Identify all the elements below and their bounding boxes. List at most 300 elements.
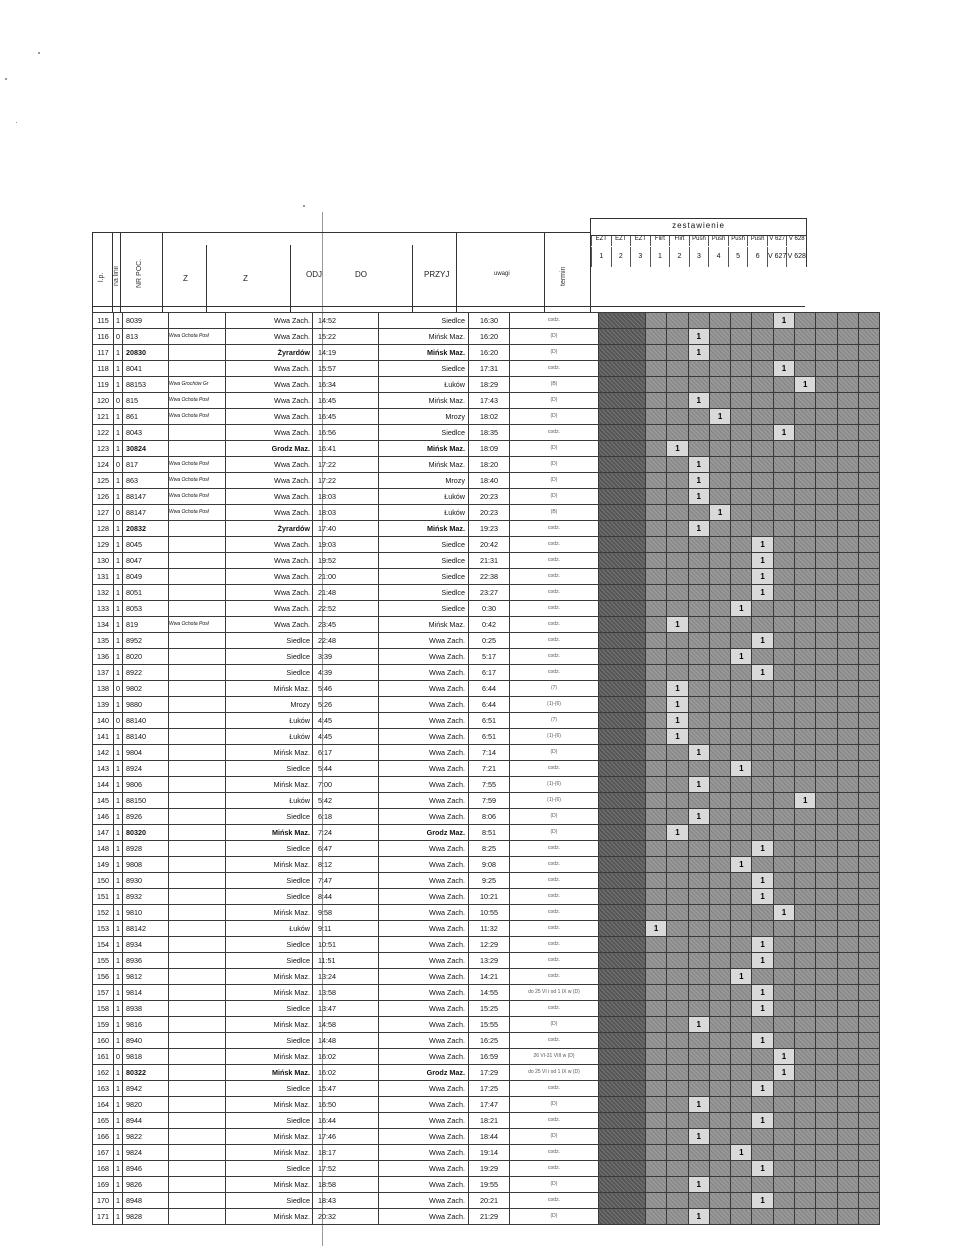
row-z-note	[169, 1081, 226, 1097]
unit-cell	[858, 985, 879, 1001]
row-arrival: 6:44	[469, 697, 510, 713]
row-from-station: Siedlce	[226, 1033, 313, 1049]
row-z-note: Wwa Ochota Posł	[169, 505, 226, 521]
row-na-linii: 1	[114, 745, 123, 761]
type-label: EZT	[630, 236, 650, 246]
unit-cell	[667, 777, 688, 793]
row-train-number: 88147	[123, 489, 169, 505]
row-remarks: codz.	[510, 905, 599, 921]
col-do-header: DO	[355, 270, 367, 279]
row-lp: 157	[93, 985, 114, 1001]
assigned-unit-cell: 1	[795, 377, 816, 393]
unit-cell	[858, 345, 879, 361]
row-lp: 160	[93, 1033, 114, 1049]
timetable	[92, 312, 880, 1225]
unit-cell	[646, 761, 667, 777]
row-na-linii: 1	[114, 377, 123, 393]
unit-cell	[731, 745, 752, 761]
unit-cell	[709, 937, 730, 953]
row-lp: 162	[93, 1065, 114, 1081]
assigned-unit-cell: 1	[752, 1001, 773, 1017]
table-row	[93, 313, 880, 329]
row-na-linii: 1	[114, 969, 123, 985]
type-label: Push	[708, 236, 728, 246]
row-arrival: 20:42	[469, 537, 510, 553]
unit-cell	[752, 1097, 773, 1113]
row-remarks: (D)	[510, 393, 599, 409]
row-term-cell	[599, 697, 646, 713]
col-uwagi-header: uwagi	[494, 271, 510, 277]
unit-cell	[752, 441, 773, 457]
unit-cell	[816, 777, 837, 793]
unit-cell	[731, 425, 752, 441]
row-departure: 16:02	[313, 1049, 379, 1065]
row-na-linii: 1	[114, 921, 123, 937]
header-divider	[544, 232, 545, 312]
unit-cell	[795, 457, 816, 473]
unit-cell	[688, 969, 709, 985]
unit-cell	[795, 889, 816, 905]
row-arrival: 11:32	[469, 921, 510, 937]
unit-cell	[688, 793, 709, 809]
unit-cell	[858, 745, 879, 761]
unit-cell	[773, 649, 794, 665]
assigned-unit-cell: 1	[688, 521, 709, 537]
unit-cell	[688, 633, 709, 649]
unit-cell	[709, 1193, 730, 1209]
unit-cell	[646, 1177, 667, 1193]
unit-cell	[752, 777, 773, 793]
unit-cell	[731, 633, 752, 649]
unit-cell	[688, 409, 709, 425]
unit-cell	[667, 329, 688, 345]
row-arrival: 13:29	[469, 953, 510, 969]
unit-cell	[795, 313, 816, 329]
row-z-note	[169, 345, 226, 361]
col-nalinii-header: na linii	[113, 266, 120, 286]
unit-cell	[837, 1001, 858, 1017]
row-term-cell	[599, 681, 646, 697]
unit-cell	[816, 569, 837, 585]
row-z-note	[169, 937, 226, 953]
assigned-unit-cell: 1	[752, 953, 773, 969]
unit-cell	[795, 761, 816, 777]
unit-cell	[773, 665, 794, 681]
assigned-unit-cell: 1	[752, 665, 773, 681]
row-from-station: Siedlce	[226, 665, 313, 681]
type-label: V 627	[767, 236, 787, 246]
row-remarks: (D)	[510, 1017, 599, 1033]
row-remarks: (1)-(6)	[510, 793, 599, 809]
unit-cell	[752, 1209, 773, 1225]
unit-cell	[837, 1161, 858, 1177]
unit-cell	[709, 1065, 730, 1081]
row-to-station: Wwa Zach.	[379, 761, 469, 777]
unit-cell	[731, 825, 752, 841]
row-na-linii: 1	[114, 537, 123, 553]
row-from-station: Siedlce	[226, 1193, 313, 1209]
unit-cell	[667, 409, 688, 425]
unit-cell	[667, 377, 688, 393]
header-divider	[590, 232, 591, 312]
row-from-station: Wwa Zach.	[226, 425, 313, 441]
table-row	[93, 1177, 880, 1193]
assigned-unit-cell: 1	[773, 425, 794, 441]
unit-cell	[667, 457, 688, 473]
assigned-unit-cell: 1	[752, 1193, 773, 1209]
table-row	[93, 1097, 880, 1113]
row-arrival: 8:25	[469, 841, 510, 857]
row-lp: 117	[93, 345, 114, 361]
unit-cell	[773, 1113, 794, 1129]
unit-cell	[709, 1081, 730, 1097]
row-arrival: 19:14	[469, 1145, 510, 1161]
row-to-station: Wwa Zach.	[379, 1017, 469, 1033]
row-arrival: 18:44	[469, 1129, 510, 1145]
unit-cell	[795, 489, 816, 505]
unit-cell	[731, 873, 752, 889]
unit-cell	[773, 1177, 794, 1193]
unit-cell	[709, 921, 730, 937]
row-lp: 158	[93, 1001, 114, 1017]
row-na-linii: 1	[114, 1065, 123, 1081]
unit-cell	[858, 585, 879, 601]
unit-cell	[646, 1209, 667, 1225]
unit-cell	[858, 1097, 879, 1113]
unit-cell	[858, 825, 879, 841]
table-row	[93, 825, 880, 841]
unit-cell	[731, 441, 752, 457]
unit-cell	[795, 633, 816, 649]
row-lp: 133	[93, 601, 114, 617]
unit-cell	[667, 425, 688, 441]
unit-cell	[816, 313, 837, 329]
row-train-number: 8047	[123, 553, 169, 569]
unit-cell	[795, 937, 816, 953]
table-row	[93, 617, 880, 633]
unit-cell	[816, 681, 837, 697]
unit-cell	[667, 921, 688, 937]
table-row	[93, 569, 880, 585]
unit-cell	[709, 425, 730, 441]
row-z-note	[169, 1065, 226, 1081]
row-z-note	[169, 1161, 226, 1177]
unit-cell	[752, 921, 773, 937]
row-remarks: codz.	[510, 569, 599, 585]
row-na-linii: 0	[114, 329, 123, 345]
row-arrival: 19:55	[469, 1177, 510, 1193]
unit-cell	[709, 633, 730, 649]
unit-cell	[709, 521, 730, 537]
unit-cell	[667, 1033, 688, 1049]
row-from-station: Mińsk Maz.	[226, 745, 313, 761]
unit-cell	[795, 1129, 816, 1145]
unit-cell	[795, 601, 816, 617]
unit-cell	[709, 697, 730, 713]
row-train-number: 8930	[123, 873, 169, 889]
unit-cell	[688, 857, 709, 873]
row-remarks: codz.	[510, 873, 599, 889]
row-arrival: 15:55	[469, 1017, 510, 1033]
row-to-station: Wwa Zach.	[379, 1193, 469, 1209]
unit-cell	[816, 329, 837, 345]
row-to-station: Wwa Zach.	[379, 1033, 469, 1049]
unit-cell	[688, 553, 709, 569]
row-train-number: 9810	[123, 905, 169, 921]
assigned-unit-cell: 1	[688, 745, 709, 761]
row-na-linii: 1	[114, 873, 123, 889]
unit-cell	[646, 809, 667, 825]
unit-cell	[667, 937, 688, 953]
unit-cell	[858, 953, 879, 969]
unit-cell	[646, 873, 667, 889]
row-train-number: 8051	[123, 585, 169, 601]
assigned-unit-cell: 1	[752, 985, 773, 1001]
unit-cell	[795, 745, 816, 761]
unit-cell	[816, 537, 837, 553]
row-lp: 166	[93, 1129, 114, 1145]
unit-cell	[731, 889, 752, 905]
header-divider	[92, 232, 93, 312]
row-lp: 125	[93, 473, 114, 489]
row-to-station: Wwa Zach.	[379, 745, 469, 761]
row-to-station: Mińsk Maz.	[379, 345, 469, 361]
unit-cell	[837, 761, 858, 777]
row-from-station: Wwa Zach.	[226, 393, 313, 409]
unit-cell	[773, 1129, 794, 1145]
row-na-linii: 1	[114, 1113, 123, 1129]
row-from-station: Mińsk Maz.	[226, 825, 313, 841]
unit-cell	[837, 857, 858, 873]
unit-cell	[752, 617, 773, 633]
unit-cell	[752, 857, 773, 873]
table-row	[93, 761, 880, 777]
row-arrival: 10:21	[469, 889, 510, 905]
row-arrival: 20:23	[469, 505, 510, 521]
unit-cell	[688, 601, 709, 617]
unit-cell	[752, 377, 773, 393]
unit-cell	[773, 1193, 794, 1209]
type-label: Flirt	[650, 236, 670, 246]
assigned-unit-cell: 1	[688, 777, 709, 793]
unit-number: 1	[650, 247, 670, 267]
unit-cell	[646, 361, 667, 377]
unit-cell	[709, 841, 730, 857]
unit-cell	[773, 585, 794, 601]
unit-cell	[816, 873, 837, 889]
unit-cell	[731, 1209, 752, 1225]
table-row	[93, 889, 880, 905]
unit-cell	[709, 1129, 730, 1145]
table-row	[93, 921, 880, 937]
row-na-linii: 1	[114, 1017, 123, 1033]
assigned-unit-cell: 1	[752, 537, 773, 553]
row-lp: 169	[93, 1177, 114, 1193]
unit-cell	[646, 537, 667, 553]
unit-cell	[795, 585, 816, 601]
unit-cell	[709, 1145, 730, 1161]
row-remarks: (D)	[510, 825, 599, 841]
table-row	[93, 1033, 880, 1049]
unit-cell	[773, 1033, 794, 1049]
row-z-note	[169, 969, 226, 985]
row-lp: 143	[93, 761, 114, 777]
assigned-unit-cell: 1	[688, 329, 709, 345]
unit-cell	[795, 809, 816, 825]
unit-cell	[646, 585, 667, 601]
unit-cell	[667, 1177, 688, 1193]
unit-number: 5	[728, 247, 748, 267]
assigned-unit-cell: 1	[773, 361, 794, 377]
row-term-cell	[599, 329, 646, 345]
row-term-cell	[599, 761, 646, 777]
unit-cell	[709, 1001, 730, 1017]
row-z-note	[169, 665, 226, 681]
row-train-number: 88140	[123, 729, 169, 745]
unit-cell	[667, 1113, 688, 1129]
unit-cell	[731, 681, 752, 697]
row-departure: 7:47	[313, 873, 379, 889]
row-lp: 168	[93, 1161, 114, 1177]
unit-cell	[731, 1113, 752, 1129]
unit-cell	[773, 777, 794, 793]
unit-cell	[646, 617, 667, 633]
unit-cell	[709, 649, 730, 665]
unit-cell	[731, 905, 752, 921]
row-na-linii: 1	[114, 489, 123, 505]
unit-cell	[646, 649, 667, 665]
row-departure: 6:17	[313, 745, 379, 761]
row-na-linii: 1	[114, 665, 123, 681]
row-remarks: (D)	[510, 809, 599, 825]
row-arrival: 14:21	[469, 969, 510, 985]
table-row	[93, 681, 880, 697]
row-term-cell	[599, 1193, 646, 1209]
row-term-cell	[599, 985, 646, 1001]
unit-cell	[646, 697, 667, 713]
header-divider	[456, 232, 457, 312]
unit-cell	[688, 1193, 709, 1209]
row-term-cell	[599, 521, 646, 537]
row-arrival: 18:21	[469, 1113, 510, 1129]
row-from-station: Mińsk Maz.	[226, 1065, 313, 1081]
row-lp: 165	[93, 1113, 114, 1129]
unit-cell	[667, 1161, 688, 1177]
table-row	[93, 393, 880, 409]
row-from-station: Łuków	[226, 713, 313, 729]
row-remarks: codz.	[510, 1033, 599, 1049]
unit-cell	[667, 1193, 688, 1209]
row-departure: 22:48	[313, 633, 379, 649]
row-lp: 152	[93, 905, 114, 921]
unit-cell	[688, 761, 709, 777]
unit-cell	[709, 681, 730, 697]
unit-cell	[709, 969, 730, 985]
row-from-station: Łuków	[226, 729, 313, 745]
unit-cell	[858, 777, 879, 793]
row-arrival: 16:30	[469, 313, 510, 329]
unit-cell	[688, 377, 709, 393]
unit-cell	[667, 537, 688, 553]
row-term-cell	[599, 441, 646, 457]
table-row	[93, 793, 880, 809]
row-na-linii: 1	[114, 777, 123, 793]
row-departure: 18:17	[313, 1145, 379, 1161]
unit-cell	[837, 937, 858, 953]
unit-cell	[646, 777, 667, 793]
row-to-station: Wwa Zach.	[379, 1177, 469, 1193]
unit-cell	[667, 809, 688, 825]
unit-cell	[731, 409, 752, 425]
row-train-number: 8948	[123, 1193, 169, 1209]
unit-cell	[752, 697, 773, 713]
row-train-number: 9824	[123, 1145, 169, 1161]
row-lp: 146	[93, 809, 114, 825]
unit-cell	[667, 505, 688, 521]
row-z-note	[169, 313, 226, 329]
row-term-cell	[599, 1177, 646, 1193]
unit-cell	[688, 985, 709, 1001]
row-z-note: Wwa Ochota Posł	[169, 329, 226, 345]
table-row	[93, 361, 880, 377]
row-z-note	[169, 985, 226, 1001]
row-from-station: Mińsk Maz.	[226, 985, 313, 1001]
row-from-station: Siedlce	[226, 1081, 313, 1097]
row-na-linii: 1	[114, 1177, 123, 1193]
row-train-number: 9812	[123, 969, 169, 985]
row-na-linii: 1	[114, 1145, 123, 1161]
unit-cell	[816, 649, 837, 665]
table-row	[93, 649, 880, 665]
unit-cell	[688, 425, 709, 441]
unit-cell	[688, 1033, 709, 1049]
row-arrival: 12:29	[469, 937, 510, 953]
unit-cell	[709, 1113, 730, 1129]
unit-cell	[816, 921, 837, 937]
unit-cell	[688, 905, 709, 921]
unit-cell	[795, 1209, 816, 1225]
row-remarks: codz.	[510, 617, 599, 633]
row-departure: 16:50	[313, 1097, 379, 1113]
row-remarks: (D)	[510, 441, 599, 457]
unit-number: 4	[708, 247, 728, 267]
unit-cell	[773, 489, 794, 505]
row-to-station: Grodz Maz.	[379, 1065, 469, 1081]
row-term-cell	[599, 1081, 646, 1097]
unit-cell	[837, 665, 858, 681]
unit-cell	[837, 1081, 858, 1097]
row-z-note	[169, 425, 226, 441]
unit-cell	[752, 793, 773, 809]
unit-cell	[646, 377, 667, 393]
unit-cell	[858, 1001, 879, 1017]
row-lp: 124	[93, 457, 114, 473]
row-na-linii: 0	[114, 393, 123, 409]
row-z-note	[169, 761, 226, 777]
unit-cell	[646, 1049, 667, 1065]
unit-cell	[667, 489, 688, 505]
row-z-note	[169, 601, 226, 617]
unit-cell	[773, 617, 794, 633]
unit-cell	[731, 361, 752, 377]
unit-cell	[646, 825, 667, 841]
row-lp: 128	[93, 521, 114, 537]
unit-cell	[795, 425, 816, 441]
row-na-linii: 1	[114, 601, 123, 617]
row-train-number: 9820	[123, 1097, 169, 1113]
row-to-station: Wwa Zach.	[379, 713, 469, 729]
row-term-cell	[599, 505, 646, 521]
